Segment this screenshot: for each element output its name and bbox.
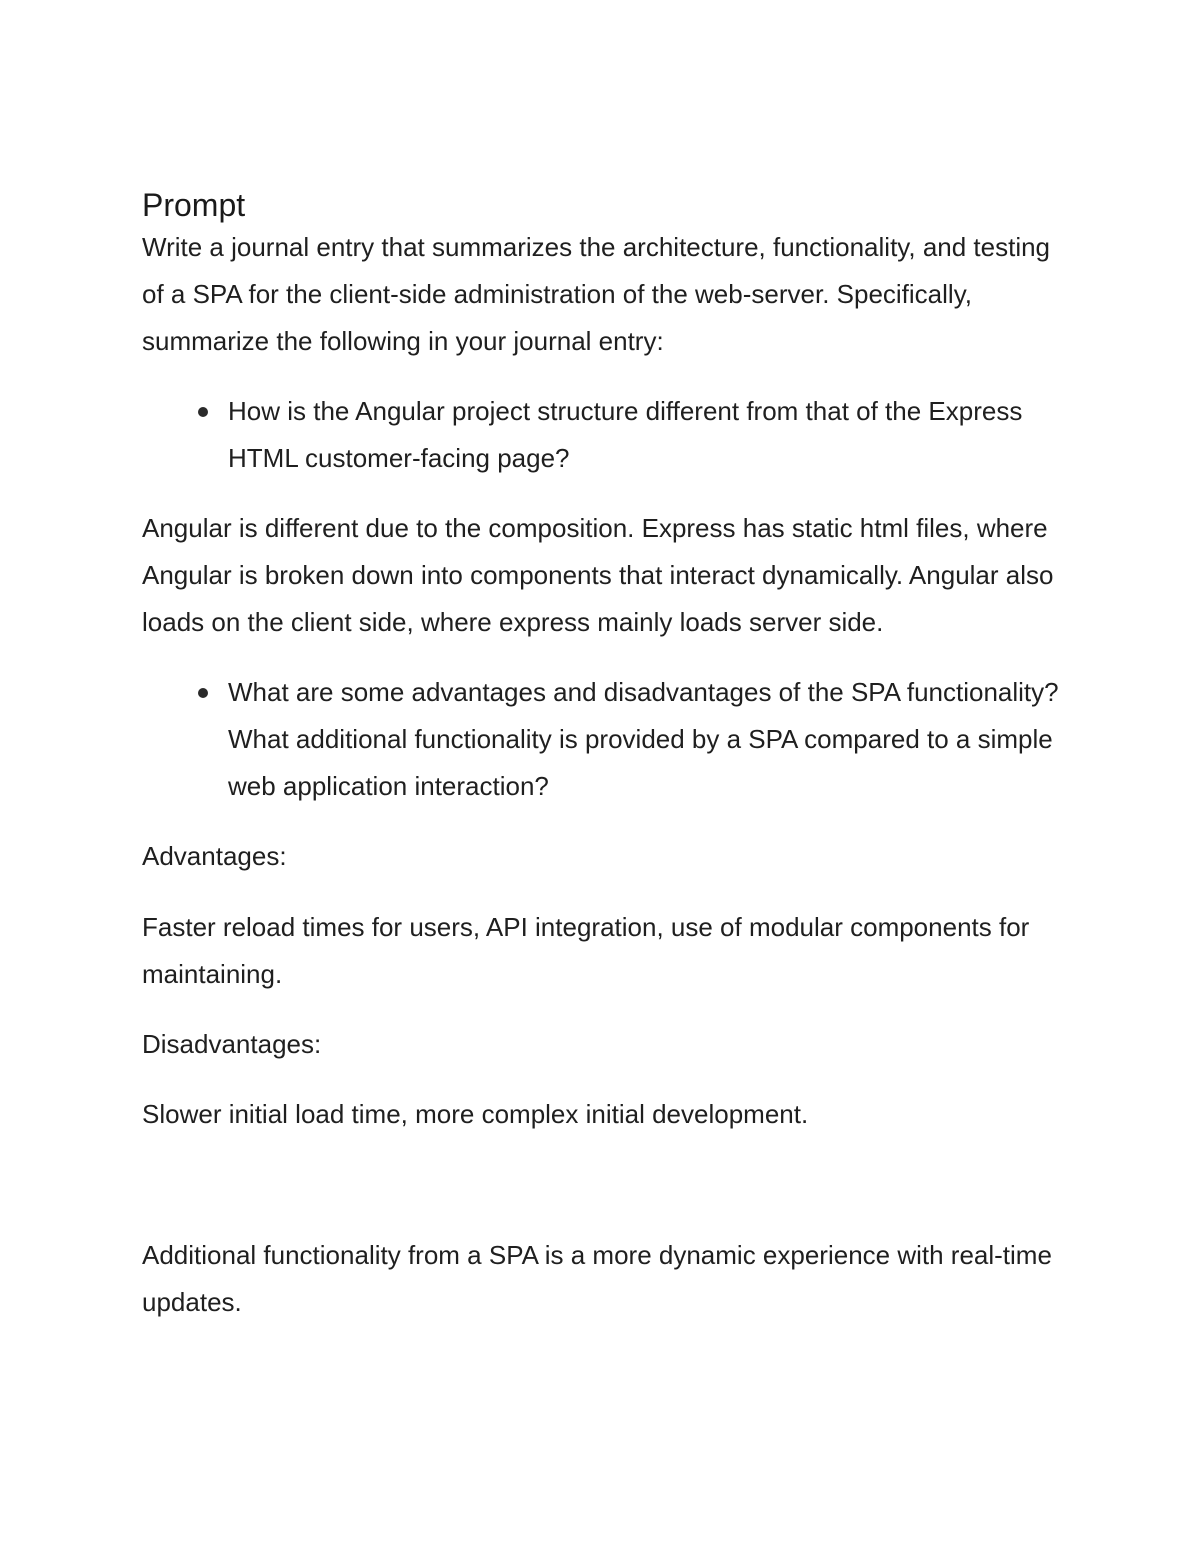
advantages-text: Faster reload times for users, API integration, use of modular components for maintaining. <box>142 912 1030 989</box>
question-text: What are some advantages and disadvantages of the SPA functionality? What additional functionality is provided by a SPA compared to a simple web application interaction? <box>228 677 1059 801</box>
disadvantages-text: Slower initial load time, more complex initial development. <box>142 1099 809 1129</box>
question-item-structure <box>142 388 1062 482</box>
question-list-1 <box>142 388 1062 482</box>
document-page <box>142 186 1062 1326</box>
disadvantages-label: Disadvantages: <box>142 1029 322 1059</box>
question-text: How is the Angular project structure different from that of the Express HTML customer-facing page? <box>228 396 1023 473</box>
question-list-2 <box>142 669 1062 810</box>
prompt-heading: Prompt <box>142 187 246 223</box>
bullet-icon <box>198 688 208 698</box>
additional-functionality-text: Additional functionality from a SPA is a more dynamic experience with real-time updates. <box>142 1240 1052 1317</box>
prompt-intro-paragraph: Write a journal entry that summarizes the architecture, functionality, and testing of a SPA for the client-side administration of the web-server. Specifically, summarize the following in your journal entry: <box>142 232 1051 356</box>
answer-angular-vs-express: Angular is different due to the composition. Express has static html files, where Angular is broken down into components that interact dynamically. Angular also loads on the client side, where express mainly loads server side. <box>142 513 1054 637</box>
question-item-spa <box>142 669 1062 810</box>
bullet-icon <box>198 407 208 417</box>
advantages-label: Advantages: <box>142 841 287 871</box>
